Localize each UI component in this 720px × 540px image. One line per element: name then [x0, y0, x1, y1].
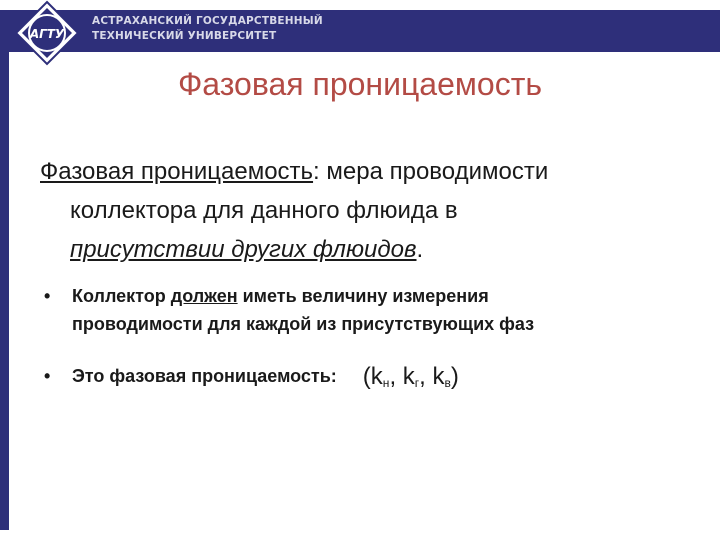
- formula-sub-gas: г: [414, 376, 420, 390]
- definition-line1: [40, 152, 700, 191]
- formula-sub-water: в: [444, 376, 451, 390]
- bullet1-line2: проводимости для каждой из присутствующих фаз: [72, 314, 535, 334]
- definition-line2: коллектора для данного флюида в: [70, 197, 458, 224]
- definition-line3: [40, 230, 700, 269]
- bullet-item-2: [44, 362, 684, 397]
- logo-text: АГТУ: [29, 27, 65, 41]
- slide-title: Фазовая проницаемость: [177, 66, 543, 102]
- university-name-line1: АСТРАХАНСКИЙ ГОСУДАРСТВЕННЫЙ: [92, 15, 323, 27]
- definition-paragraph: [40, 152, 700, 269]
- formula-open: (k: [362, 363, 383, 390]
- bullet1-post: иметь величину измерения: [237, 286, 489, 306]
- university-name: [92, 14, 323, 44]
- university-name-line2: ТЕХНИЧЕСКИЙ УНИВЕРСИТЕТ: [92, 30, 277, 42]
- bullet-dot: •: [44, 366, 51, 386]
- bullet-dot: •: [44, 286, 51, 306]
- definition-part1: : мера проводимости: [313, 158, 549, 185]
- bullet-text-2: [72, 362, 459, 397]
- university-logo: [14, 0, 80, 66]
- definition-term: Фазовая проницаемость: [40, 158, 314, 185]
- bullet1-underlined: должен: [170, 286, 238, 306]
- formula-sep1: , k: [389, 363, 415, 390]
- permeability-formula: [363, 363, 459, 397]
- formula-sub-oil: н: [382, 376, 390, 390]
- formula-sep2: , k: [419, 363, 445, 390]
- definition-end: .: [416, 236, 424, 263]
- bullet-item-1: [44, 282, 684, 338]
- bullet1-pre: Коллектор: [72, 286, 171, 306]
- bullet2-text: Это фазовая проницаемость:: [72, 366, 337, 386]
- formula-close: ): [450, 363, 459, 390]
- definition-italic-phrase: присутствии других флюидов: [70, 236, 417, 263]
- side-bar: [0, 52, 9, 530]
- bullet-text-1: [72, 282, 534, 338]
